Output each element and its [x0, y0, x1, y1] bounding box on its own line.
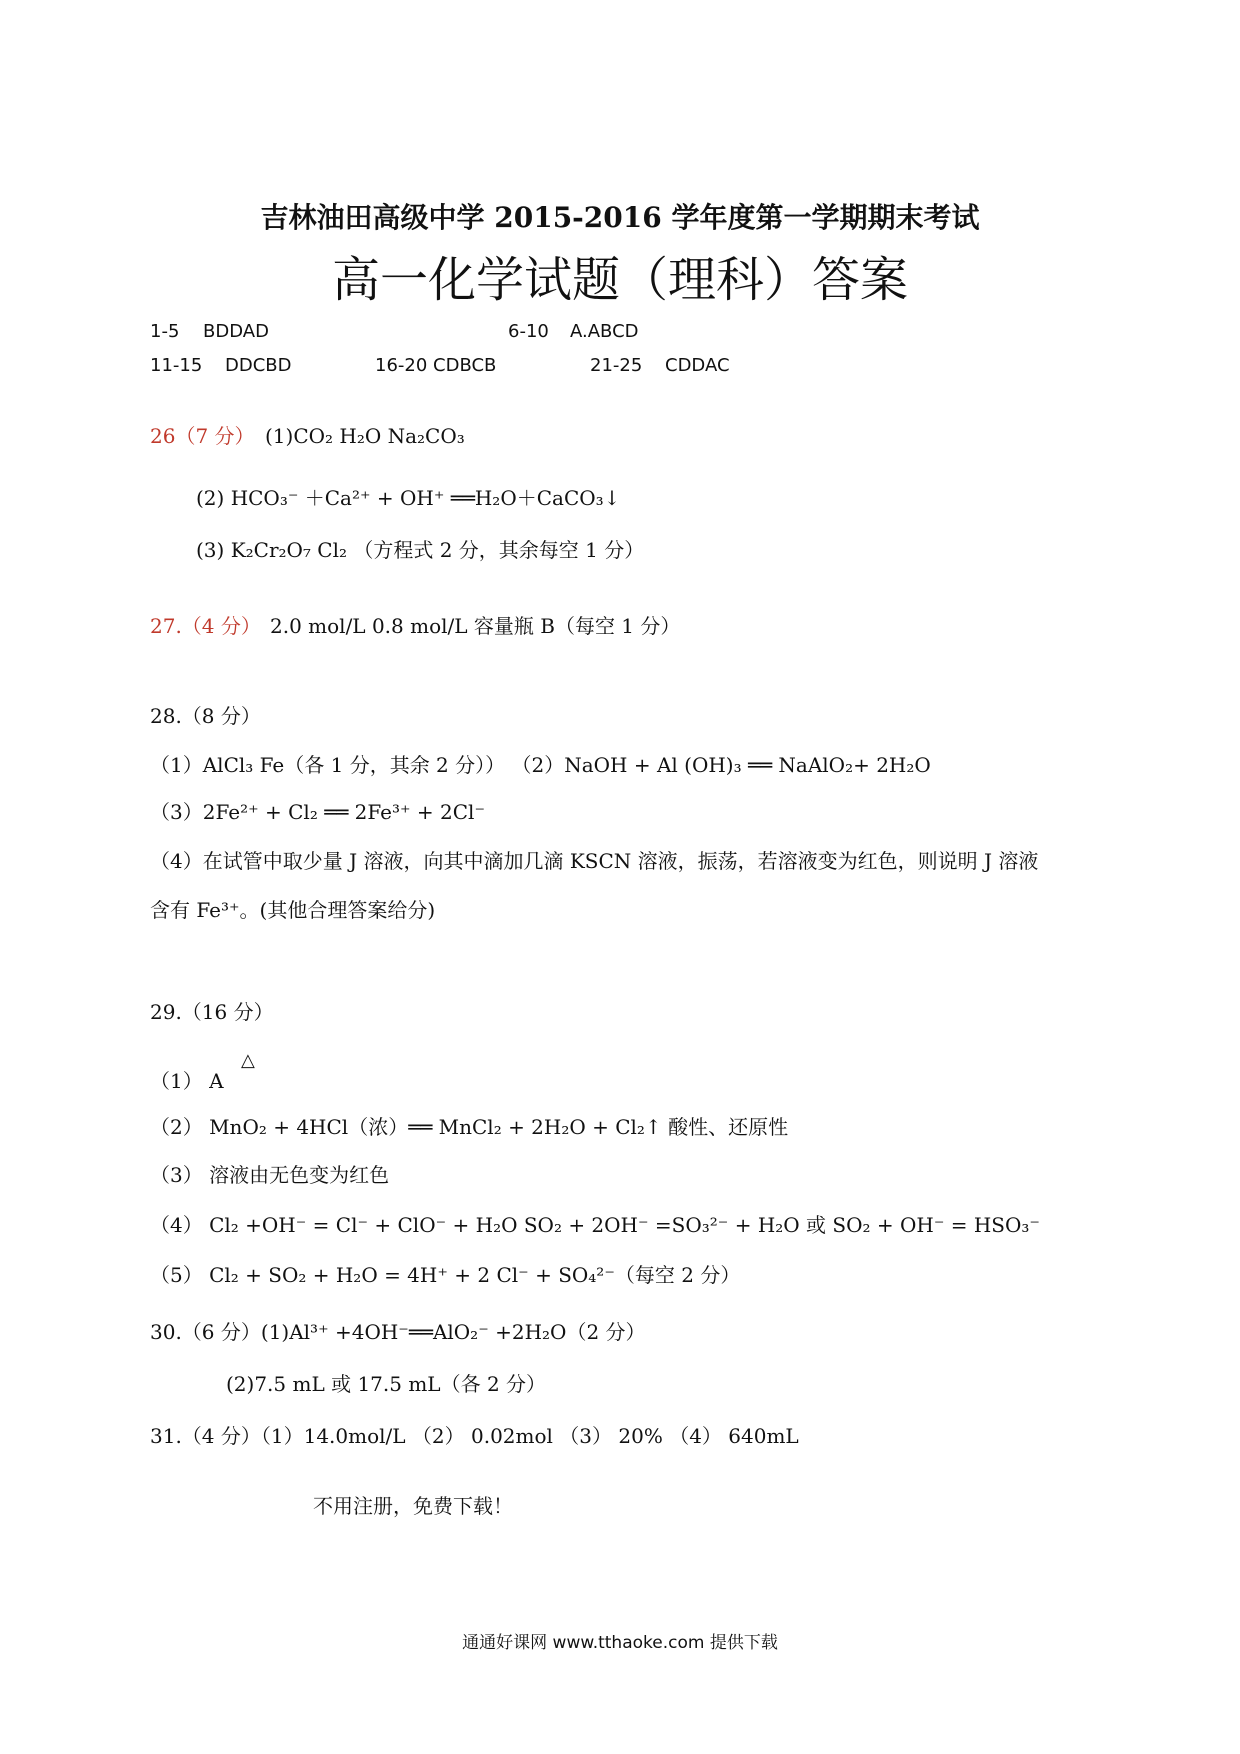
choice-answers-21-25: CDDAC: [665, 355, 730, 376]
q26-answer-2: (2) HCO₃⁻ ＋Ca²⁺ + OH⁺ ══H₂O＋CaCO₃↓: [196, 486, 621, 510]
answer-key-title: 高一化学试题（理科）答案: [331, 252, 908, 308]
choice-range-6-10: 6-10: [508, 321, 549, 342]
q29-answer-1: （1） A: [150, 1069, 224, 1093]
q29-answer-5: （5） Cl₂ + SO₂ + H₂O = 4H⁺ + 2 Cl⁻ + SO₄²⁻（每空 2 分）: [150, 1263, 741, 1287]
q29-answer-3: （3） 溶液由无色变为红色: [150, 1163, 390, 1187]
q26-answer-3: (3) K₂Cr₂O₇ Cl₂ （方程式 2 分，其余每空 1 分）: [196, 538, 645, 562]
q31-answers: 31.（4 分）（1）14.0mol/L （2） 0.02mol （3） 20% （4） 640mL: [150, 1424, 799, 1448]
choice-answers-1-5: BDDAD: [203, 321, 269, 342]
q27-heading: 27.（4 分）: [150, 614, 261, 638]
q30-answer-1: 30.（6 分）(1)Al³⁺ +4OH⁻══AlO₂⁻ +2H₂O（2 分）: [150, 1320, 646, 1344]
choice-answers-16-20: 16-20 CDBCB: [375, 355, 497, 376]
q27-answer: 2.0 mol/L 0.8 mol/L 容量瓶 B（每空 1 分）: [270, 614, 681, 638]
q28-heading: 28.（8 分）: [150, 704, 261, 728]
choice-range-1-5: 1-5: [150, 321, 180, 342]
q30-answer-2: (2)7.5 mL 或 17.5 mL（各 2 分）: [226, 1372, 547, 1396]
choice-range-21-25: 21-25: [590, 355, 643, 376]
choice-answers-6-10: A.ABCD: [570, 321, 639, 342]
choice-answers-11-15: DDCBD: [225, 355, 292, 376]
q28-answer-1-2: （1）AlCl₃ Fe（各 1 分，其余 2 分）） （2）NaOH + Al (OH)₃ ══ NaAlO₂+ 2H₂O: [150, 753, 931, 777]
choice-range-11-15: 11-15: [150, 355, 203, 376]
heat-triangle-symbol: △: [241, 1050, 255, 1071]
q29-answer-4: （4） Cl₂ +OH⁻ = Cl⁻ + ClO⁻ + H₂O SO₂ + 2OH⁻ =SO₃²⁻ + H₂O 或 SO₂ + OH⁻ = HSO₃⁻: [150, 1213, 1040, 1237]
q29-heading: 29.（16 分）: [150, 1000, 274, 1024]
exam-title: 吉林油田高级中学 2015-2016 学年度第一学期期末考试: [260, 201, 980, 234]
q26-answer-1: (1)CO₂ H₂O Na₂CO₃: [265, 424, 465, 448]
q26-heading: 26（7 分）: [150, 424, 255, 448]
q28-answer-4: （4）在试管中取少量 J 溶液，向其中滴加几滴 KSCN 溶液，振荡，若溶液变为红色，则说明 J 溶液: [150, 849, 1039, 873]
q29-answer-2: （2） MnO₂ + 4HCl（浓）══ MnCl₂ + 2H₂O + Cl₂↑ 酸性、还原性: [150, 1115, 789, 1139]
footer-source: 通通好课网 www.tthaoke.com 提供下载: [462, 1633, 778, 1653]
q28-answer-4-cont: 含有 Fe³⁺。(其他合理答案给分): [150, 898, 436, 922]
q28-answer-3: （3）2Fe²⁺ + Cl₂ ══ 2Fe³⁺ + 2Cl⁻: [150, 800, 485, 824]
free-download-notice: 不用注册，免费下载！: [313, 1494, 513, 1518]
